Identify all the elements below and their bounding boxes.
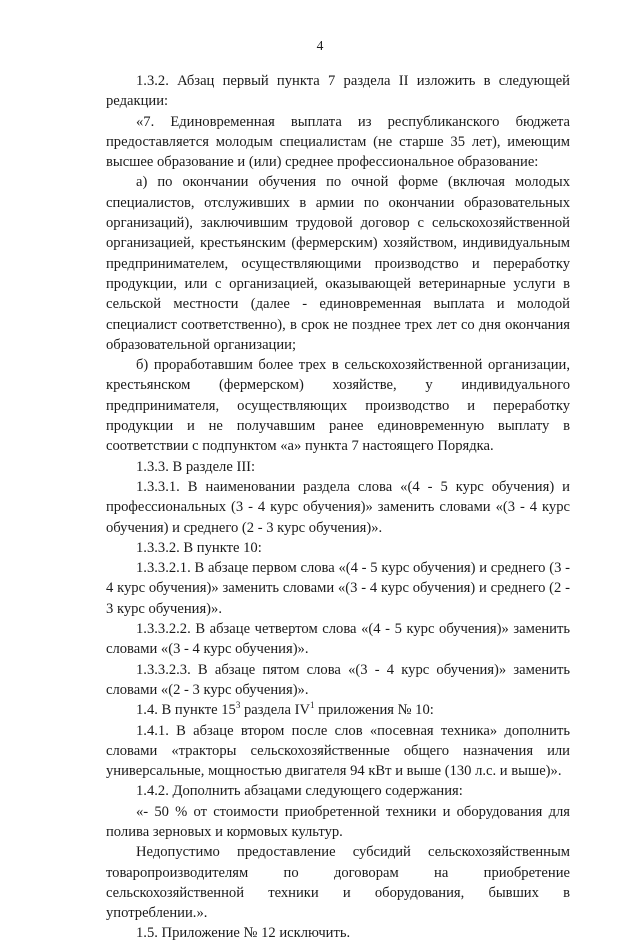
paragraph-1-3-2: 1.3.2. Абзац первый пункта 7 раздела II изложить в следующей редакции:	[106, 73, 570, 110]
paragraph-1-3-3-2-2: 1.3.3.2.2. В абзаце четвертом слова «(4 - 5 курс обучения)» заменить словами «(3 - 4 курс обучения)».	[106, 621, 570, 658]
paragraph-1-4-1: 1.4.1. В абзаце втором после слов «посевная техника» дополнить словами «тракторы сельскохозяйственные общего назначения или универсальные, мощностью двигателя 94 кВт и выше (130 л.с. и выше)».	[106, 722, 570, 780]
paragraph-1-4-2: 1.4.2. Дополнить абзацами следующего содержания:	[136, 783, 463, 800]
paragraph-1-4-part2: раздела IV	[240, 702, 310, 719]
paragraph-new-50-percent: «- 50 % от стоимости приобретенной техники и оборудования для полива зерновых и кормовых культур.	[106, 803, 570, 840]
document-body	[106, 71, 570, 944]
superscript-3: 3	[235, 700, 241, 711]
superscript-1: 1	[309, 700, 315, 711]
paragraph-1-3-3: 1.3.3. В разделе III:	[136, 458, 256, 475]
paragraph-subpoint-b: б) проработавшим более трех в сельскохозяйственной организации, крестьянском (фермерском) хозяйстве, у индивидуального предпринимателя, осуществляющих производство и переработку продукции и не получавшим ранее единовременную выплату в соответствии с подпунктом «а» пункта 7 настоящего Порядка.	[106, 357, 570, 455]
paragraph-subpoint-a: а) по окончании обучения по очной форме (включая молодых специалистов, отслуживших в армии по окончании образовательных организаций), заключившим трудовой договор с сельскохозяйственной организацией, крестьянским (фермерским) хозяйством, индивидуальным предпринимателем, осуществляющими производство и переработку продукции, или с организацией, оказывающей ветеринарные услуги в сельской местности (далее - единовременная выплата и молодой специалист соответственно), в срок не позднее трех лет со дня окончания образовательной организации;	[106, 174, 570, 353]
paragraph-1-4-part3: приложения № 10:	[314, 702, 434, 719]
paragraph-1-3-3-2-3: 1.3.3.2.3. В абзаце пятом слова «(3 - 4 курс обучения)» заменить словами «(2 - 3 курс обучения)».	[106, 661, 570, 698]
paragraph-new-inadmissible: Недопустимо предоставление субсидий сельскохозяйственным товаропроизводителям по договорам на приобретение сельскохозяйственной техники и оборудования, бывших в употреблении.».	[106, 844, 570, 922]
paragraph-1-4-part1: 1.4. В пункте 15	[136, 702, 236, 719]
paragraph-1-3-3-1: 1.3.3.1. В наименовании раздела слова «(4 - 5 курс обучения) и профессиональных (3 - 4 курс обучения)» заменить словами «(3 - 4 курс обучения) и среднего (2 - 3 курс обучения)».	[106, 478, 570, 536]
paragraph-point-7: «7. Единовременная выплата из республиканского бюджета предоставляется молодым специалистам (не старше 35 лет), имеющим высшее образование и (или) среднее профессиональное образование:	[106, 113, 570, 171]
page-number: 4	[316, 38, 324, 53]
paragraph-1-5: 1.5. Приложение № 12 исключить.	[136, 925, 351, 942]
paragraph-1-3-3-2-1: 1.3.3.2.1. В абзаце первом слова «(4 - 5 курс обучения) и среднего (3 - 4 курс обучения)» заменить словами «(3 - 4 курс обучения) и среднего (2 - 3 курс обучения)».	[106, 560, 570, 617]
paragraph-1-4	[106, 700, 570, 720]
paragraph-1-3-3-2: 1.3.3.2. В пункте 10:	[136, 539, 262, 556]
